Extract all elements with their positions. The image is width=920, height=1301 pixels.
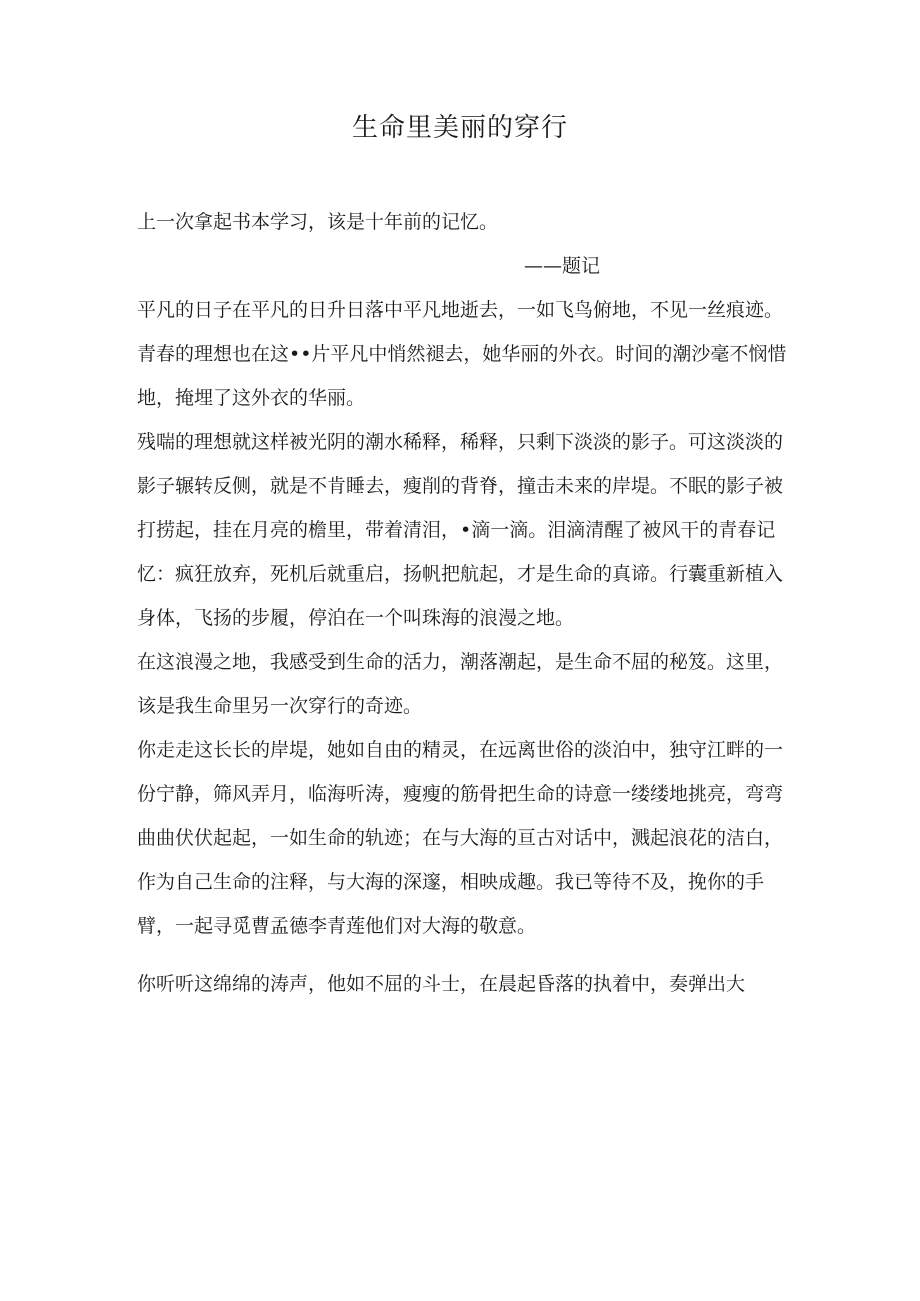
paragraph: 残喘的理想就这样被光阴的潮水稀释，稀释，只剩下淡淡的影子。可这淡淡的影子辗转反侧，就是不肯睡去，瘦削的背脊，撞击未来的岸堤。不眠的影子被打捞起，挂在月亮的檐里，带着清泪，•滴一滴。泪滴清醒了被风干的青春记忆：疯狂放弃，死机后就重启，扬帆把航起，才是生命的真谛。行囊重新植入身体，飞扬的步履，停泊在一个叫珠海的浪漫之地。: [137, 431, 784, 629]
paragraph: 你听听这绵绵的涛声，他如不屈的斗士，在晨起昏落的执着中，奏弹出大: [137, 973, 746, 995]
paragraph: 青春的理想也在这••片平凡中悄然褪去，她华丽的外衣。时间的潮沙毫不悯惜地，掩埋了这外衣的华丽。: [137, 343, 787, 409]
paragraph: 你走走这长长的岸堤，她如自由的精灵，在远离世俗的淡泊中，独守江畔的一份宁静，筛风弄月，临海听涛，瘦瘦的筋骨把生命的诗意一缕缕地挑亮，弯弯曲曲伏伏起起，一如生命的轨迹；在与大海的亘古对话中，溅起浪花的洁白，作为自己生命的注释，与大海的深邃，相映成趣。我已等待不及，挽你的手臂，一起寻觅曹孟德李青莲他们对大海的敬意。: [137, 739, 784, 937]
intro-paragraph: 上一次拿起书本学习，该是十年前的记忆。: [137, 211, 499, 233]
page-title: 生命里美丽的穿行: [351, 113, 568, 143]
subtitle-epigraph: ——题记: [523, 255, 600, 277]
paragraph: 平凡的日子在平凡的日升日落中平凡地逝去，一如飞鸟俯地，不见一丝痕迹。: [137, 299, 784, 321]
article-body: [137, 200, 797, 1006]
paragraph: 在这浪漫之地，我感受到生命的活力，潮落潮起，是生命不屈的秘笈。这里，该是我生命里另一次穿行的奇迹。: [137, 651, 784, 717]
